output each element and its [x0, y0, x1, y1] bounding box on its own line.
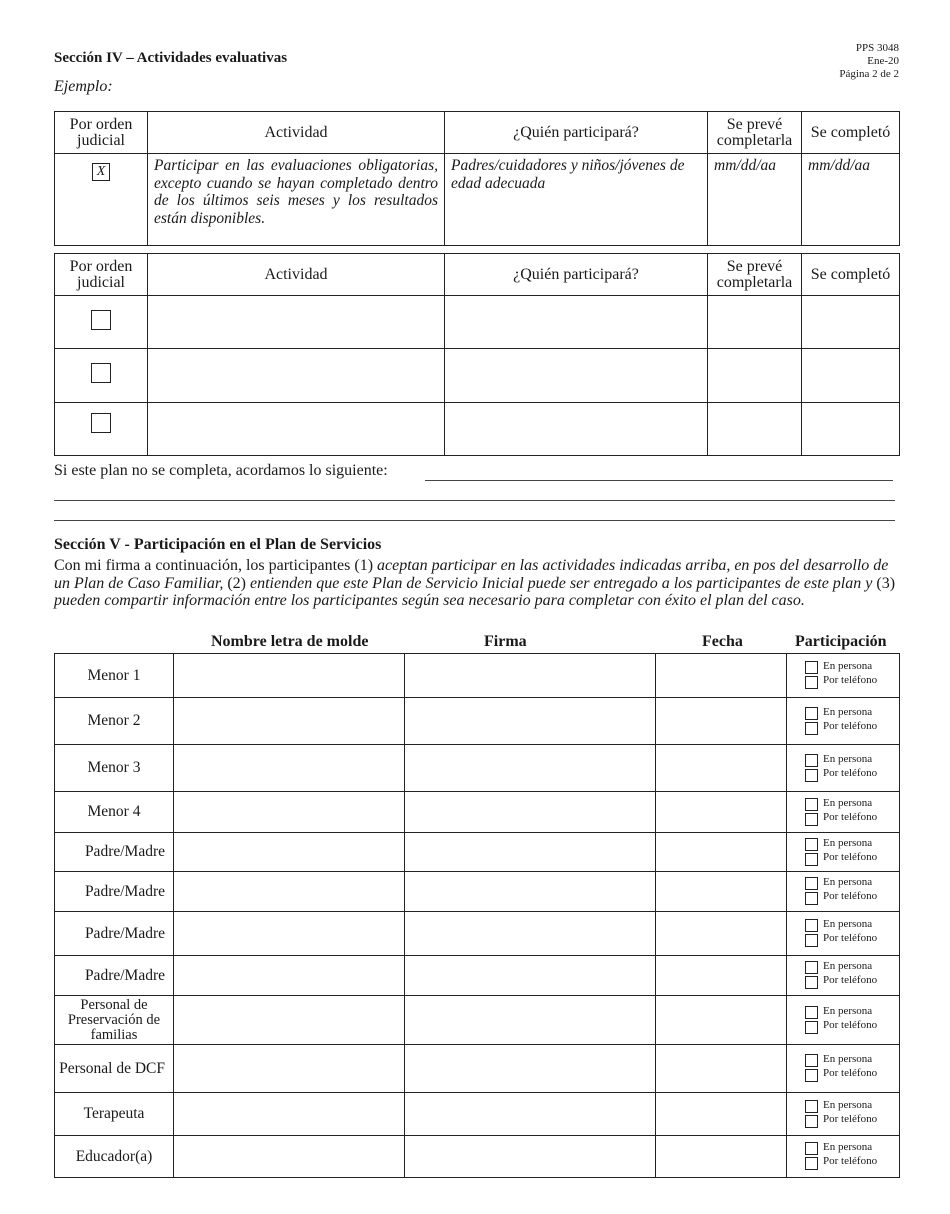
participant-role: Padre/Madre [55, 833, 174, 872]
participant-role: Padre/Madre [55, 872, 174, 912]
signature-row [55, 956, 900, 996]
participant-role: Menor 2 [55, 698, 174, 745]
signature-row [55, 1093, 900, 1136]
print-name-input[interactable] [174, 1093, 405, 1136]
activity-input[interactable] [148, 349, 445, 403]
in-person-checkbox[interactable] [805, 707, 818, 720]
signature-row [55, 996, 900, 1045]
phone-label: Por teléfono [823, 890, 878, 902]
participant-role: Menor 3 [55, 745, 174, 792]
print-name-input[interactable] [174, 1136, 405, 1178]
print-name-input[interactable] [174, 698, 405, 745]
court-order-cell [55, 296, 148, 349]
in-person-label: En persona [823, 1053, 873, 1065]
phone-label: Por teléfono [823, 1018, 878, 1031]
date-input[interactable] [656, 792, 787, 833]
in-person-checkbox[interactable] [805, 961, 818, 974]
col-court-order: Por orden judicial [55, 254, 148, 296]
participation-cell [787, 654, 900, 698]
col-signature: Firma [484, 633, 527, 650]
signature-input[interactable] [405, 792, 656, 833]
signature-input[interactable] [405, 1093, 656, 1136]
col-completed: Se completó [802, 254, 900, 296]
if-not-completed-label: Si este plan no se completa, acordamos lo siguiente: [54, 462, 388, 479]
court-order-cell [55, 403, 148, 456]
participation-cell [787, 1093, 900, 1136]
print-name-input[interactable] [174, 745, 405, 792]
date-input[interactable] [656, 833, 787, 872]
participation-cell [787, 745, 900, 792]
col-date: Fecha [702, 633, 743, 650]
print-name-input[interactable] [174, 912, 405, 956]
phone-label: Por teléfono [823, 850, 878, 863]
signature-table [54, 653, 900, 1178]
in-person-label: En persona [823, 752, 873, 765]
example-who: Padres/cuidadores y niños/jóvenes de edad adecuada [445, 154, 708, 246]
activity-row [55, 296, 900, 349]
completed-input[interactable] [802, 349, 900, 403]
phone-label: Por teléfono [823, 1067, 878, 1079]
signature-row [55, 1136, 900, 1178]
form-code: PPS 3048 [855, 42, 899, 54]
planned-input[interactable] [708, 296, 802, 349]
date-input[interactable] [656, 956, 787, 996]
example-court-cell [55, 154, 148, 246]
activity-input[interactable] [148, 403, 445, 456]
participation-cell [787, 956, 900, 996]
signature-input[interactable] [405, 654, 656, 698]
agreement-line-3[interactable] [54, 520, 895, 521]
completed-input[interactable] [802, 296, 900, 349]
participation-cell [787, 872, 900, 912]
page-number: Página 2 de 2 [839, 68, 899, 80]
phone-checkbox[interactable] [805, 676, 818, 689]
in-person-label: En persona [823, 796, 873, 809]
phone-label: Por teléfono [823, 674, 878, 686]
in-person-label: En persona [823, 1141, 873, 1153]
phone-label: Por teléfono [823, 1112, 878, 1125]
in-person-label: En persona [823, 918, 873, 930]
in-person-label: En persona [823, 1098, 873, 1111]
phone-checkbox[interactable] [805, 853, 818, 866]
col-activity: Actividad [148, 254, 445, 296]
in-person-checkbox[interactable] [805, 877, 818, 890]
court-order-checkbox[interactable] [91, 413, 111, 433]
participant-role: Padre/Madre [55, 912, 174, 956]
participation-cell [787, 996, 900, 1045]
col-activity: Actividad [148, 112, 445, 154]
phone-checkbox[interactable] [805, 1021, 818, 1034]
print-name-input[interactable] [174, 996, 405, 1045]
in-person-checkbox[interactable] [805, 661, 818, 674]
completed-input[interactable] [802, 403, 900, 456]
participant-role: Padre/Madre [55, 956, 174, 996]
print-name-input[interactable] [174, 956, 405, 996]
signature-input[interactable] [405, 745, 656, 792]
example-planned: mm/dd/aa [708, 154, 802, 246]
date-input[interactable] [656, 1045, 787, 1093]
participation-cell [787, 1045, 900, 1093]
participant-role: Menor 4 [55, 792, 174, 833]
in-person-checkbox[interactable] [805, 1054, 818, 1067]
in-person-checkbox[interactable] [805, 798, 818, 811]
col-who: ¿Quién participará? [445, 112, 708, 154]
date-input[interactable] [656, 912, 787, 956]
phone-checkbox[interactable] [805, 813, 818, 826]
col-court-order: Por orden judicial [55, 112, 148, 154]
in-person-label: En persona [823, 705, 873, 718]
court-order-checkbox[interactable] [91, 310, 111, 330]
col-planned: Se prevé completarla [708, 254, 802, 296]
signature-row [55, 872, 900, 912]
in-person-label: En persona [823, 1004, 873, 1017]
participation-cell [787, 1136, 900, 1178]
in-person-checkbox[interactable] [805, 1100, 818, 1113]
activity-input[interactable] [148, 296, 445, 349]
print-name-input[interactable] [174, 654, 405, 698]
col-who: ¿Quién participará? [445, 254, 708, 296]
signature-input[interactable] [405, 1045, 656, 1093]
in-person-checkbox[interactable] [805, 919, 818, 932]
in-person-label: En persona [823, 660, 873, 672]
date-input[interactable] [656, 1093, 787, 1136]
participant-role: Personal de Preservación de familias [55, 996, 174, 1045]
phone-checkbox[interactable] [805, 769, 818, 782]
who-input[interactable] [445, 403, 708, 456]
col-planned: Se prevé completarla [708, 112, 802, 154]
date-input[interactable] [656, 654, 787, 698]
col-participation: Participación [795, 633, 887, 650]
in-person-checkbox[interactable] [805, 1006, 818, 1019]
in-person-checkbox[interactable] [805, 838, 818, 851]
participant-role: Personal de DCF [55, 1045, 174, 1093]
phone-label: Por teléfono [823, 1155, 878, 1167]
agreement-line-1[interactable] [425, 480, 893, 481]
signature-input[interactable] [405, 872, 656, 912]
date-input[interactable] [656, 1136, 787, 1178]
in-person-checkbox[interactable] [805, 1142, 818, 1155]
phone-checkbox[interactable] [805, 1069, 818, 1082]
date-input[interactable] [656, 996, 787, 1045]
section4-title: Sección IV – Actividades evaluativas [54, 50, 288, 66]
signature-row [55, 654, 900, 698]
phone-checkbox[interactable] [805, 976, 818, 989]
signature-row [55, 745, 900, 792]
example-label: Ejemplo: [54, 78, 113, 95]
signature-row [55, 792, 900, 833]
signature-input[interactable] [405, 1136, 656, 1178]
who-input[interactable] [445, 296, 708, 349]
participant-role: Educador(a) [55, 1136, 174, 1178]
in-person-label: En persona [823, 836, 873, 849]
court-order-checkbox[interactable] [91, 363, 111, 383]
date-input[interactable] [656, 872, 787, 912]
print-name-input[interactable] [174, 833, 405, 872]
signature-input[interactable] [405, 996, 656, 1045]
col-print-name: Nombre letra de molde [211, 633, 369, 650]
phone-label: Por teléfono [823, 810, 878, 823]
phone-checkbox[interactable] [805, 1115, 818, 1128]
signature-input[interactable] [405, 698, 656, 745]
signature-input[interactable] [405, 912, 656, 956]
phone-checkbox[interactable] [805, 1157, 818, 1170]
example-table [54, 111, 900, 246]
who-input[interactable] [445, 349, 708, 403]
date-input[interactable] [656, 698, 787, 745]
example-completed: mm/dd/aa [802, 154, 900, 246]
form-date: Ene-20 [867, 55, 899, 67]
print-name-input[interactable] [174, 792, 405, 833]
date-input[interactable] [656, 745, 787, 792]
in-person-label: En persona [823, 960, 873, 972]
planned-input[interactable] [708, 349, 802, 403]
example-checkbox: X [92, 163, 110, 181]
print-name-input[interactable] [174, 872, 405, 912]
signature-row [55, 698, 900, 745]
phone-label: Por teléfono [823, 719, 878, 732]
phone-checkbox[interactable] [805, 892, 818, 905]
print-name-input[interactable] [174, 1045, 405, 1093]
phone-checkbox[interactable] [805, 934, 818, 947]
activity-table [54, 253, 900, 456]
participant-role: Terapeuta [55, 1093, 174, 1136]
example-activity: Participar en las evaluaciones obligatorias, excepto cuando se hayan completado dentro de los últimos seis meses y los resultados están disponibles. [148, 154, 445, 246]
participant-role: Menor 1 [55, 654, 174, 698]
in-person-checkbox[interactable] [805, 754, 818, 767]
activity-row [55, 403, 900, 456]
signature-row [55, 833, 900, 872]
phone-label: Por teléfono [823, 974, 878, 986]
signature-input[interactable] [405, 956, 656, 996]
participation-cell [787, 792, 900, 833]
section5-title: Sección V - Participación en el Plan de Servicios [54, 536, 382, 553]
participation-cell [787, 912, 900, 956]
phone-checkbox[interactable] [805, 722, 818, 735]
participation-cell [787, 833, 900, 872]
signature-row [55, 912, 900, 956]
participation-cell [787, 698, 900, 745]
court-order-cell [55, 349, 148, 403]
signature-row [55, 1045, 900, 1093]
section5-intro: Con mi firma a continuación, los participantes (1) aceptan participar en las actividades indicadas arriba, en pos del desarrollo de un Plan de Caso Familiar, (2) entienden que este Plan de Servicio Inicial puede ser entregado a los participantes de este plan y (3) pueden compartir información entre los participantes según sea necesario para completar con éxito el plan del caso. [54, 557, 896, 609]
in-person-label: En persona [823, 876, 873, 888]
planned-input[interactable] [708, 403, 802, 456]
phone-label: Por teléfono [823, 932, 878, 944]
agreement-line-2[interactable] [54, 500, 895, 501]
form-code-block [839, 42, 899, 81]
col-completed: Se completó [802, 112, 900, 154]
signature-input[interactable] [405, 833, 656, 872]
phone-label: Por teléfono [823, 766, 878, 779]
activity-row [55, 349, 900, 403]
